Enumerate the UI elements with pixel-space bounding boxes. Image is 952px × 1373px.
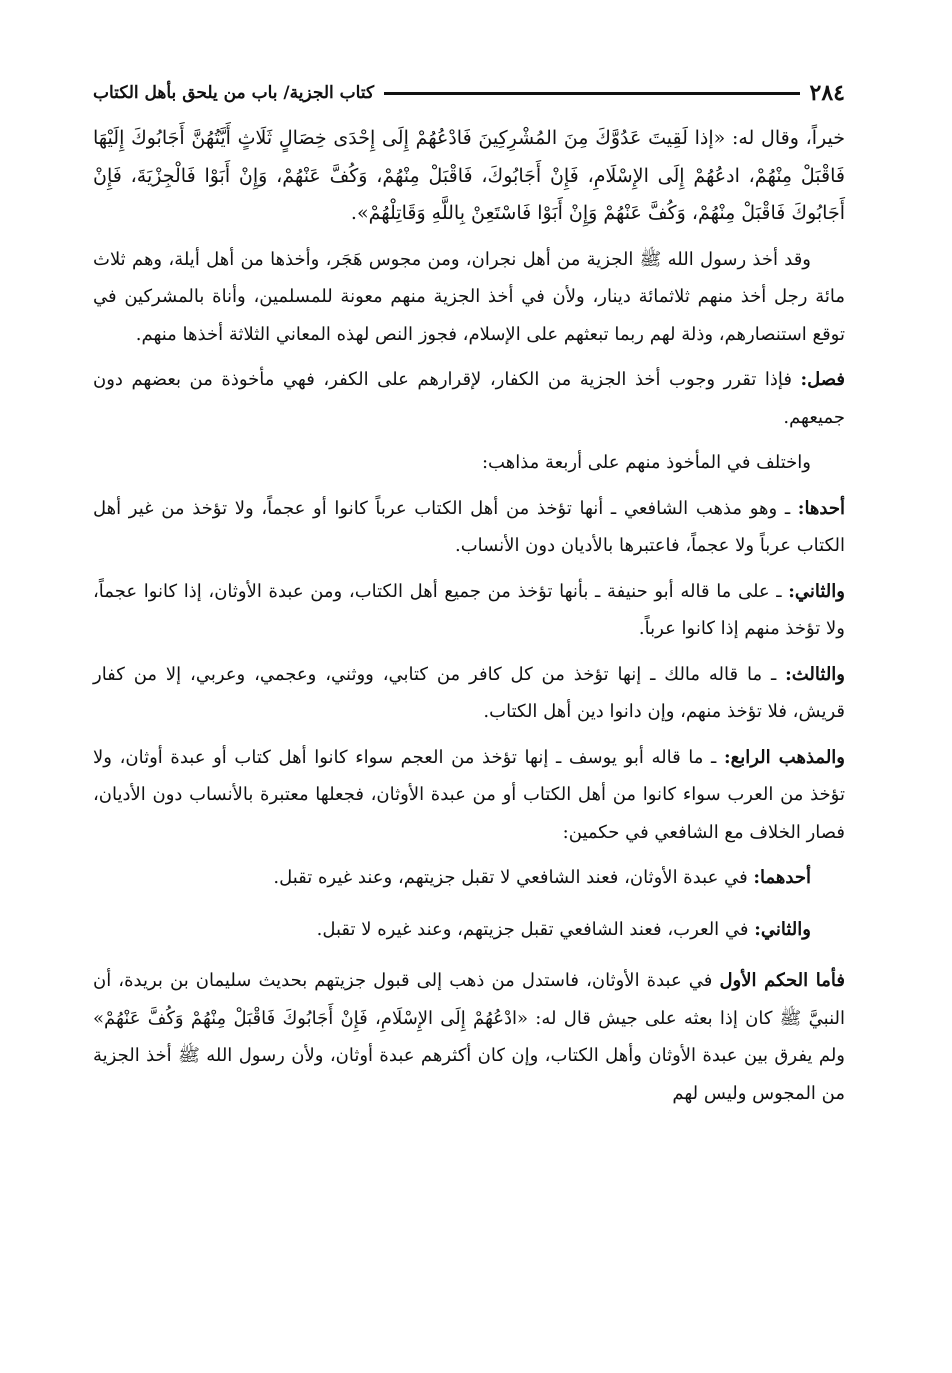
page-number: ٢٨٤: [809, 80, 845, 106]
paragraph-text: ـ ما قاله أبو يوسف ـ إنها تؤخذ من العجم سواء كانوا أهل كتاب أو عبدة أوثان، ولا تؤخذ من العرب سواء كانوا من أهل الكتاب أو من عبدة الأوثان، فجعلها معتبرة بالأنساب دون الأديان، فصار الخلاف مع الشافعي في حكمين:: [93, 746, 845, 843]
page-header: [93, 78, 845, 108]
paragraph-text: وقد أخذ رسول الله ﷺ الجزية من أهل نجران، ومن مجوس هَجَر، وأخذها من أهل أيلة، وهم ثلاث مائة رجل أخذ منهم ثلاثمائة دينار، ولأن في أخذ الجزية منهم معونة للمسلمين، وأناة بالمشركين في توقع استنصارهم، وذلة لهم ربما تبعثهم على الإسلام، فجوز النص لهذه المعاني الثلاثة أخذها منهم.: [93, 248, 845, 345]
paragraph-lead: فأما الحكم الأول: [719, 970, 845, 991]
paragraph-text: في عبدة الأوثان، فعند الشافعي لا تقبل جزيتهم، وعند غيره تقبل.: [273, 867, 754, 888]
paragraph-lead: والمذهب الرابع:: [723, 746, 845, 768]
paragraph-lead: والثالث:: [785, 663, 845, 685]
paragraph-text: ـ ما قاله مالك ـ إنها تؤخذ من كل كافر من كتابي، ووثني، وعجمي، وعربي، إلا من كفار قريش، فلا تؤخذ منهم، وإن دانوا دين أهل الكتاب.: [93, 663, 845, 722]
paragraph-third-view: [93, 656, 845, 731]
paragraph-lead: أحدها:: [797, 497, 845, 519]
paragraph-text: ـ وهو مذهب الشافعي ـ أنها تؤخذ من أهل الكتاب عرباً كانوا أو عجماً، ولا تؤخذ من غير أهل الكتاب عرباً ولا عجماً، فاعتبرها بالأديان دون الأنساب.: [93, 497, 845, 556]
paragraph-lead: فصل:: [800, 369, 845, 390]
paragraph-ruling-two: [93, 911, 845, 949]
paragraph-jizya-history: [93, 241, 845, 354]
paragraph-fasl: [93, 361, 845, 436]
paragraph-second-view: [93, 573, 845, 648]
header-rule: [384, 92, 799, 95]
paragraph-text: خيراً، وقال له: «إذا لَقِيتَ عَدُوَّكَ مِنَ المُشْرِكِينَ فَادْعُهُمْ إِلَى إِحْدَى خِصَالٍ ثَلَاثٍ أَيَّتُهُنَّ أَجَابُوكَ إِلَيْهَا فَاقْبَلْ مِنْهُمْ، ادعُهُمْ إِلَى الإِسْلَامِ، فَإِنْ أَجَابُوكَ، فَاقْبَلْ مِنْهُمْ، وَكُفَّ عَنْهُمْ، وَإِنْ أَبَوْا فَالْجِزْيَةَ، فَإِنْ أَجَابُوكَ فَاقْبَلْ مِنْهُمْ، وَكُفَّ عَنْهُمْ وَإِنْ أَبَوْا فَاسْتَعِنْ بِاللَّهِ وَقَاتِلْهُمْ».: [93, 127, 845, 224]
paragraph-lead: والثاني:: [754, 918, 811, 940]
body-text: [93, 120, 845, 1112]
paragraph-text: في عبدة الأوثان، فاستدل من ذهب إلى قبول جزيتهم بحديث سليمان بن بريدة، أن النبيَّ ﷺ كان إذا بعثه على جيش قال له: «ادْعُهُمْ إِلَى الإِسْلَامِ، فَإِنْ أَجَابُوكَ فَاقْبَلْ مِنْهُمْ وَكُفَّ عَنْهُمْ» ولم يفرق بين عبدة الأوثان وأهل الكتاب، وإن كان أكثرهم عبدة أوثان، ولأن رسول الله ﷺ أخذ الجزية من المجوس وليس لهم: [93, 970, 845, 1104]
paragraph-text: فإذا تقرر وجوب أخذ الجزية من الكفار، لإقرارهم على الكفر، فهي مأخوذة من بعضهم دون جميعهم.: [93, 369, 845, 428]
paragraph-lead: أحدهما:: [753, 867, 811, 888]
paragraph-fourth-view: [93, 739, 845, 852]
paragraph-first-view: [93, 490, 845, 565]
paragraph-first-ruling-discussion: [93, 962, 845, 1112]
running-title: كتاب الجزية/ باب من يلحق بأهل الكتاب: [93, 83, 375, 103]
paragraph-text: في العرب، فعند الشافعي تقبل جزيتهم، وعند غيره لا تقبل.: [316, 918, 755, 940]
paragraph-text: ـ على ما قاله أبو حنيفة ـ بأنها تؤخذ من جميع أهل الكتاب، ومن عبدة الأوثان، إذا كانوا عجماً، ولا تؤخذ منهم إذا كانوا عرباً.: [93, 580, 845, 639]
paragraph-lead: والثاني:: [788, 580, 845, 602]
paragraph-ruling-one: [93, 859, 845, 897]
paragraph-text: واختلف في المأخوذ منهم على أربعة مذاهب:: [481, 452, 811, 473]
paragraph-four-madhhabs: [93, 444, 845, 482]
book-page: [93, 78, 845, 1120]
paragraph-hadith-quote: [93, 120, 845, 233]
